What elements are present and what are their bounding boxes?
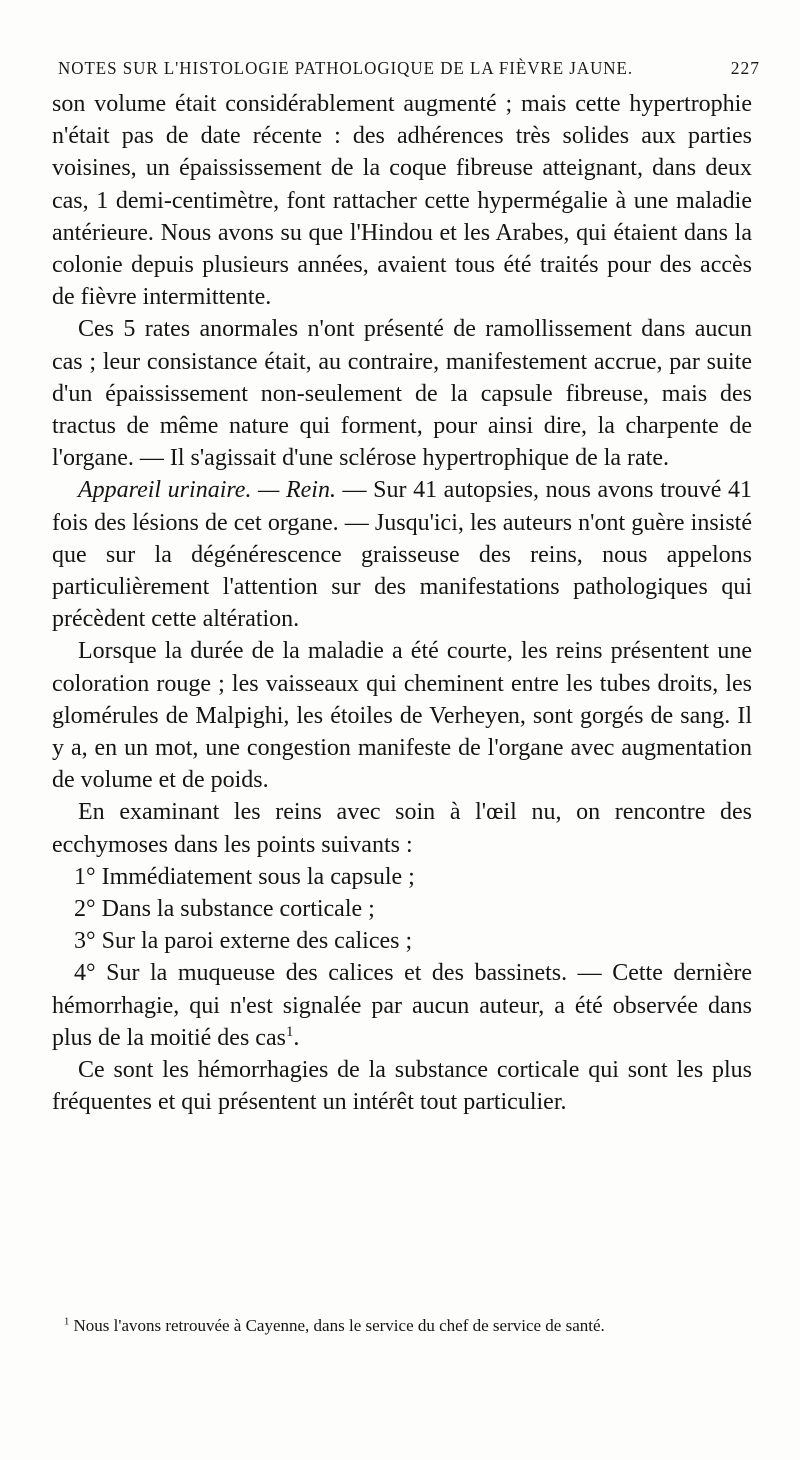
running-head: [58, 58, 760, 79]
body-text: [52, 88, 752, 1119]
paragraph-spleen-volume: son volume était considérablement augmenté ; mais cette hypertrophie n'était pas de date récente : des adhérences très solides aux parties voisines, un épaississement de la coque fibreuse atteignant, dans deux cas, 1 demi-centimètre, font rattacher cette hypermégalie à une maladie antérieure. Nous avons su que l'Hindou et les Arabes, qui étaient dans la colonie depuis plusieurs années, avaient tous été traités pour des accès de fièvre intermittente.: [52, 91, 752, 311]
list-item: [52, 957, 752, 1054]
paragraph-spleen-sclerosis: Ces 5 rates anormales n'ont présenté de ramollissement dans aucun cas ; leur consistance était, au contraire, manifestement accrue, par suite d'un épaississement non-seulement de la capsule fibreuse, mais des tractus de même nature qui forment, pour ainsi dire, la charpente de l'organe. — Il s'agissait d'une sclérose hypertrophique de la rate.: [52, 316, 752, 472]
page-number: 227: [730, 58, 760, 78]
footnote: [52, 1315, 752, 1337]
list-item: 1° Immédiatement sous la capsule ;: [74, 863, 415, 890]
paragraph-urinary-text: — Sur 41 autopsies, nous avons trouvé 41 fois des lésions de cet organe. — Jusqu'ici, les auteurs n'ont guère insisté que sur la dégénérescence graisseuse des reins, nous appelons particulièrement l'attention sur des manifestations pathologiques qui précèdent cette altération.: [52, 477, 752, 633]
footnote-text: Nous l'avons retrouvée à Cayenne, dans le service du chef de service de santé.: [69, 1316, 605, 1335]
footnote-marker: 1: [64, 1316, 70, 1328]
section-heading-urinary: Appareil urinaire. — Rein.: [78, 477, 336, 504]
list-item: 2° Dans la substance corticale ;: [74, 896, 375, 923]
paragraph-cortical-hemorrhages: Ce sont les hémorrhagies de la substance corticale qui sont les plus fréquentes et qui présentent un intérêt tout particulier.: [52, 1057, 752, 1116]
list-item: 3° Sur la paroi externe des calices ;: [74, 928, 413, 955]
paragraph-urinary-apparatus: [52, 474, 752, 635]
paragraph-kidney-congestion: Lorsque la durée de la maladie a été courte, les reins présentent une coloration rouge ; les vaisseaux qui cheminent entre les tubes droits, les glomérules de Malpighi, les étoiles de Verheyen, sont gorgés de sang. Il y a, en un mot, une congestion manifeste de l'organe avec augmentation de volume et de poids.: [52, 638, 752, 794]
list-item-text: 4° Sur la muqueuse des calices et des bassinets. — Cette dernière hémorrhagie, qui n'est signalée par aucun auteur, a été observée dans plus de la moitié des cas: [52, 960, 752, 1051]
running-title: NOTES SUR L'HISTOLOGIE PATHOLOGIQUE DE LA FIÈVRE JAUNE.: [58, 58, 634, 78]
paragraph-ecchymoses-intro: En examinant les reins avec soin à l'œil nu, on rencontre des ecchymoses dans les points suivants :: [52, 799, 752, 858]
list-item-end: .: [293, 1024, 300, 1051]
footnote-reference[interactable]: 1: [285, 1023, 294, 1040]
